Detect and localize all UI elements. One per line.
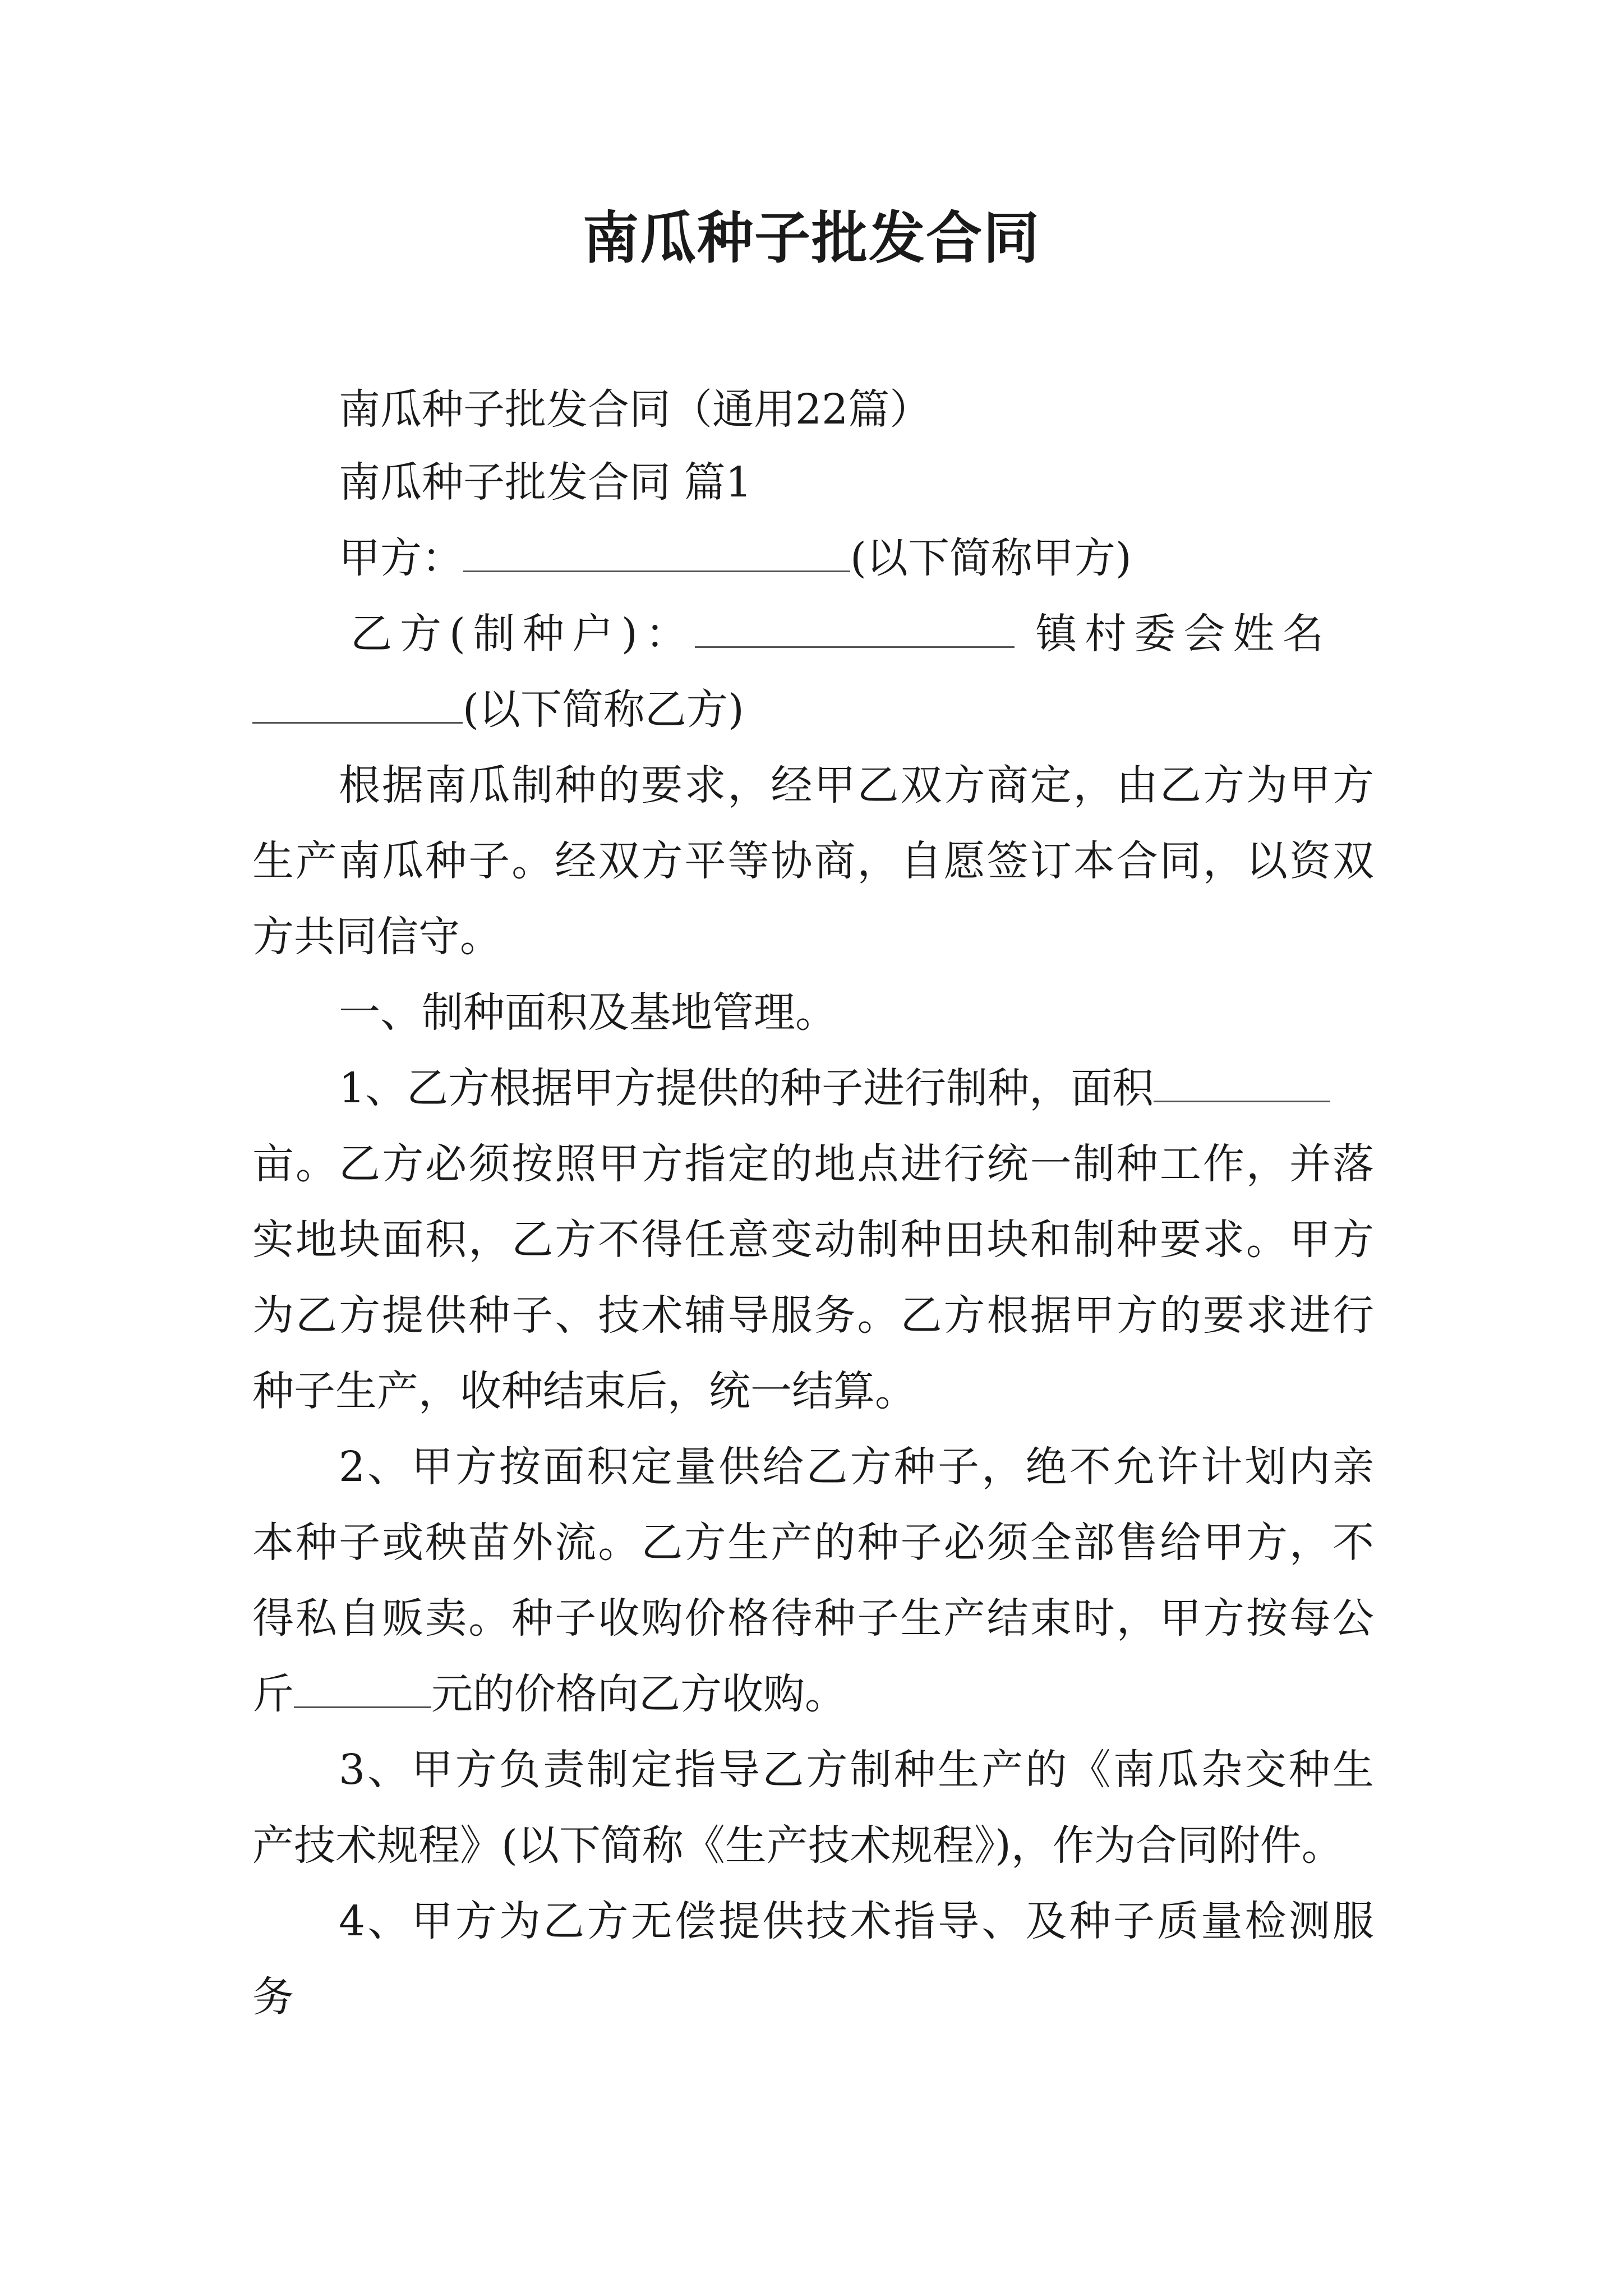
party-b-name-blank <box>252 683 463 724</box>
paragraph-line: 根据南瓜制种的要求，经甲乙双方商定，由乙方为甲方 <box>339 761 1374 809</box>
area-blank <box>1154 1061 1330 1102</box>
price-suffix: 元的价格向乙方收购。 <box>431 1670 846 1718</box>
paragraph-line <box>252 1666 1374 1722</box>
party-b-blank <box>695 607 1015 648</box>
clause-heading: 一、制种面积及基地管理。 <box>339 988 837 1037</box>
paragraph-line: 务 <box>252 1973 294 2021</box>
party-a-line <box>252 530 1374 586</box>
paragraph-line: 为乙方提供种子、技术辅导服务。乙方根据甲方的要求进行 <box>252 1291 1374 1340</box>
section-heading: 南瓜种子批发合同 篇1 <box>339 458 752 507</box>
party-a-label: 甲方： <box>339 534 463 582</box>
party-b-middle: 镇村委会姓名 <box>1035 610 1332 658</box>
price-blank <box>294 1667 431 1708</box>
paragraph-line: 生产南瓜种子。经双方平等协商，自愿签订本合同，以资双 <box>252 837 1374 885</box>
party-b-line-2 <box>252 682 1374 738</box>
paragraph-line: 种子生产，收种结束后，统一结算。 <box>252 1367 916 1415</box>
paragraph-line: 得私自贩卖。种子收购价格待种子生产结束时，甲方按每公 <box>252 1594 1374 1642</box>
paragraph-line: 亩。乙方必须按照甲方指定的地点进行统一制种工作，并落 <box>252 1140 1374 1188</box>
party-b-label: 乙方(制种户)： <box>351 610 695 658</box>
subtitle: 南瓜种子批发合同（通用22篇） <box>339 385 932 434</box>
paragraph-line: 实地块面积，乙方不得任意变动制种田块和制种要求。甲方 <box>252 1216 1374 1264</box>
document-title: 南瓜种子批发合同 <box>583 205 1040 271</box>
clause-1-text: 1、乙方根据甲方提供的种子进行制种，面积 <box>339 1064 1154 1112</box>
paragraph-line <box>252 1060 1374 1116</box>
paragraph-line: 方共同信守。 <box>252 913 501 961</box>
party-b-line <box>351 606 1374 662</box>
paragraph-line: 4、甲方为乙方无偿提供技术指导、及种子质量检测服 <box>339 1897 1374 1945</box>
paragraph-line: 产技术规程》(以下简称《生产技术规程》)，作为合同附件。 <box>252 1821 1343 1870</box>
paragraph-line: 3、甲方负责制定指导乙方制种生产的《南瓜杂交种生 <box>339 1746 1374 1794</box>
paragraph-line: 本种子或秧苗外流。乙方生产的种子必须全部售给甲方，不 <box>252 1519 1374 1567</box>
paragraph-line: 2、甲方按面积定量供给乙方种子，绝不允许计划内亲 <box>339 1443 1374 1491</box>
price-prefix: 斤 <box>252 1670 294 1718</box>
party-a-suffix: (以下简称甲方) <box>850 534 1132 582</box>
party-b-suffix: (以下简称乙方) <box>463 685 744 734</box>
party-a-blank <box>463 531 850 572</box>
